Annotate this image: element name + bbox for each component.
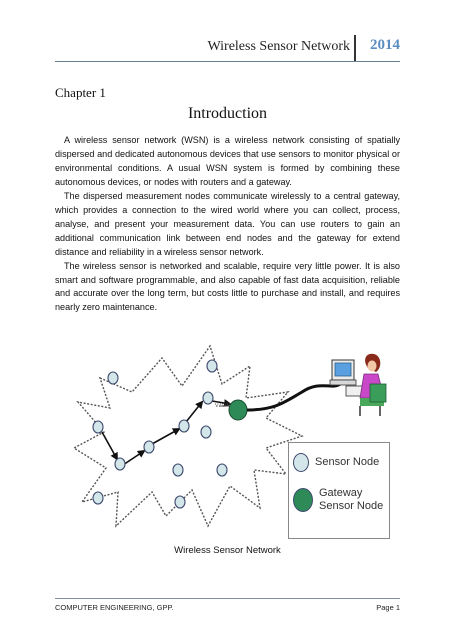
legend	[288, 442, 390, 539]
sensor-field-boundary	[74, 346, 302, 526]
legend-label-sensor: Sensor Node	[315, 456, 380, 468]
paragraph-1: A wireless sensor network (WSN) is a wireless network consisting of spatially dispersed and dedicated autonomous devices that use sensors to monitor physical or environmental conditions. A usual WSN system is formed by combining these autonomous devices, or nodes with routers and a gateway.	[55, 135, 400, 187]
body-text	[55, 134, 400, 315]
data-path-arrow	[123, 451, 144, 465]
legend-item-sensor	[293, 453, 379, 472]
cable-icon	[247, 384, 340, 410]
legend-label-gateway: Gateway Sensor Node	[319, 487, 384, 512]
data-path-arrow	[102, 432, 117, 459]
figure-caption: Wireless Sensor Network	[174, 545, 281, 556]
header-separator	[354, 35, 356, 61]
sensor-node-icon	[115, 458, 125, 470]
sensor-node-icon	[201, 426, 211, 438]
section-title: Introduction	[187, 105, 268, 122]
page-footer	[55, 598, 400, 615]
legend-item-gateway	[293, 487, 383, 513]
header-year: 2014	[370, 37, 400, 53]
sensor-node-icon	[108, 372, 118, 384]
sensor-node-icon	[203, 392, 213, 404]
sensor-node-icon	[175, 496, 185, 508]
sensor-node-icon	[293, 453, 309, 472]
header-title: Wireless Sensor Network	[207, 39, 350, 54]
paragraph-3: The wireless sensor is networked and scalable, require very little power. It is also smart and software programmable, and also capable of fast data acquisition, reliable and accurate over the long term, but costs little to purchase and install, and requires nearly zero maintenance.	[55, 260, 400, 313]
sensor-node-icon	[144, 441, 154, 453]
page-header	[55, 35, 400, 62]
sensor-node-icon	[93, 492, 103, 504]
computer-user-icon	[330, 354, 386, 416]
sensor-node-icon	[217, 464, 227, 476]
chapter-label: Chapter 1	[55, 85, 106, 100]
sensor-node-icon	[93, 421, 103, 433]
data-path-arrow	[152, 429, 179, 444]
sensor-node-icon	[207, 360, 217, 372]
paragraph-2: The dispersed measurement nodes communicate wirelessly to a central gateway, which provides a connection to the wired world where you can collect, process, analyse, and present your measurement data. You can use routers to gain an additional communication link between end nodes and the gateway for extend distance and reliability in a wireless sensor network.	[55, 190, 400, 257]
sensor-node-icon	[173, 464, 183, 476]
data-path-arrow	[186, 402, 202, 422]
sensor-node-icon	[179, 420, 189, 432]
footer-department: COMPUTER ENGINEERING, GPP.	[55, 603, 174, 612]
gateway-node-icon	[229, 400, 247, 420]
gateway-node-icon	[293, 488, 313, 512]
footer-page-number: Page 1	[376, 603, 400, 612]
